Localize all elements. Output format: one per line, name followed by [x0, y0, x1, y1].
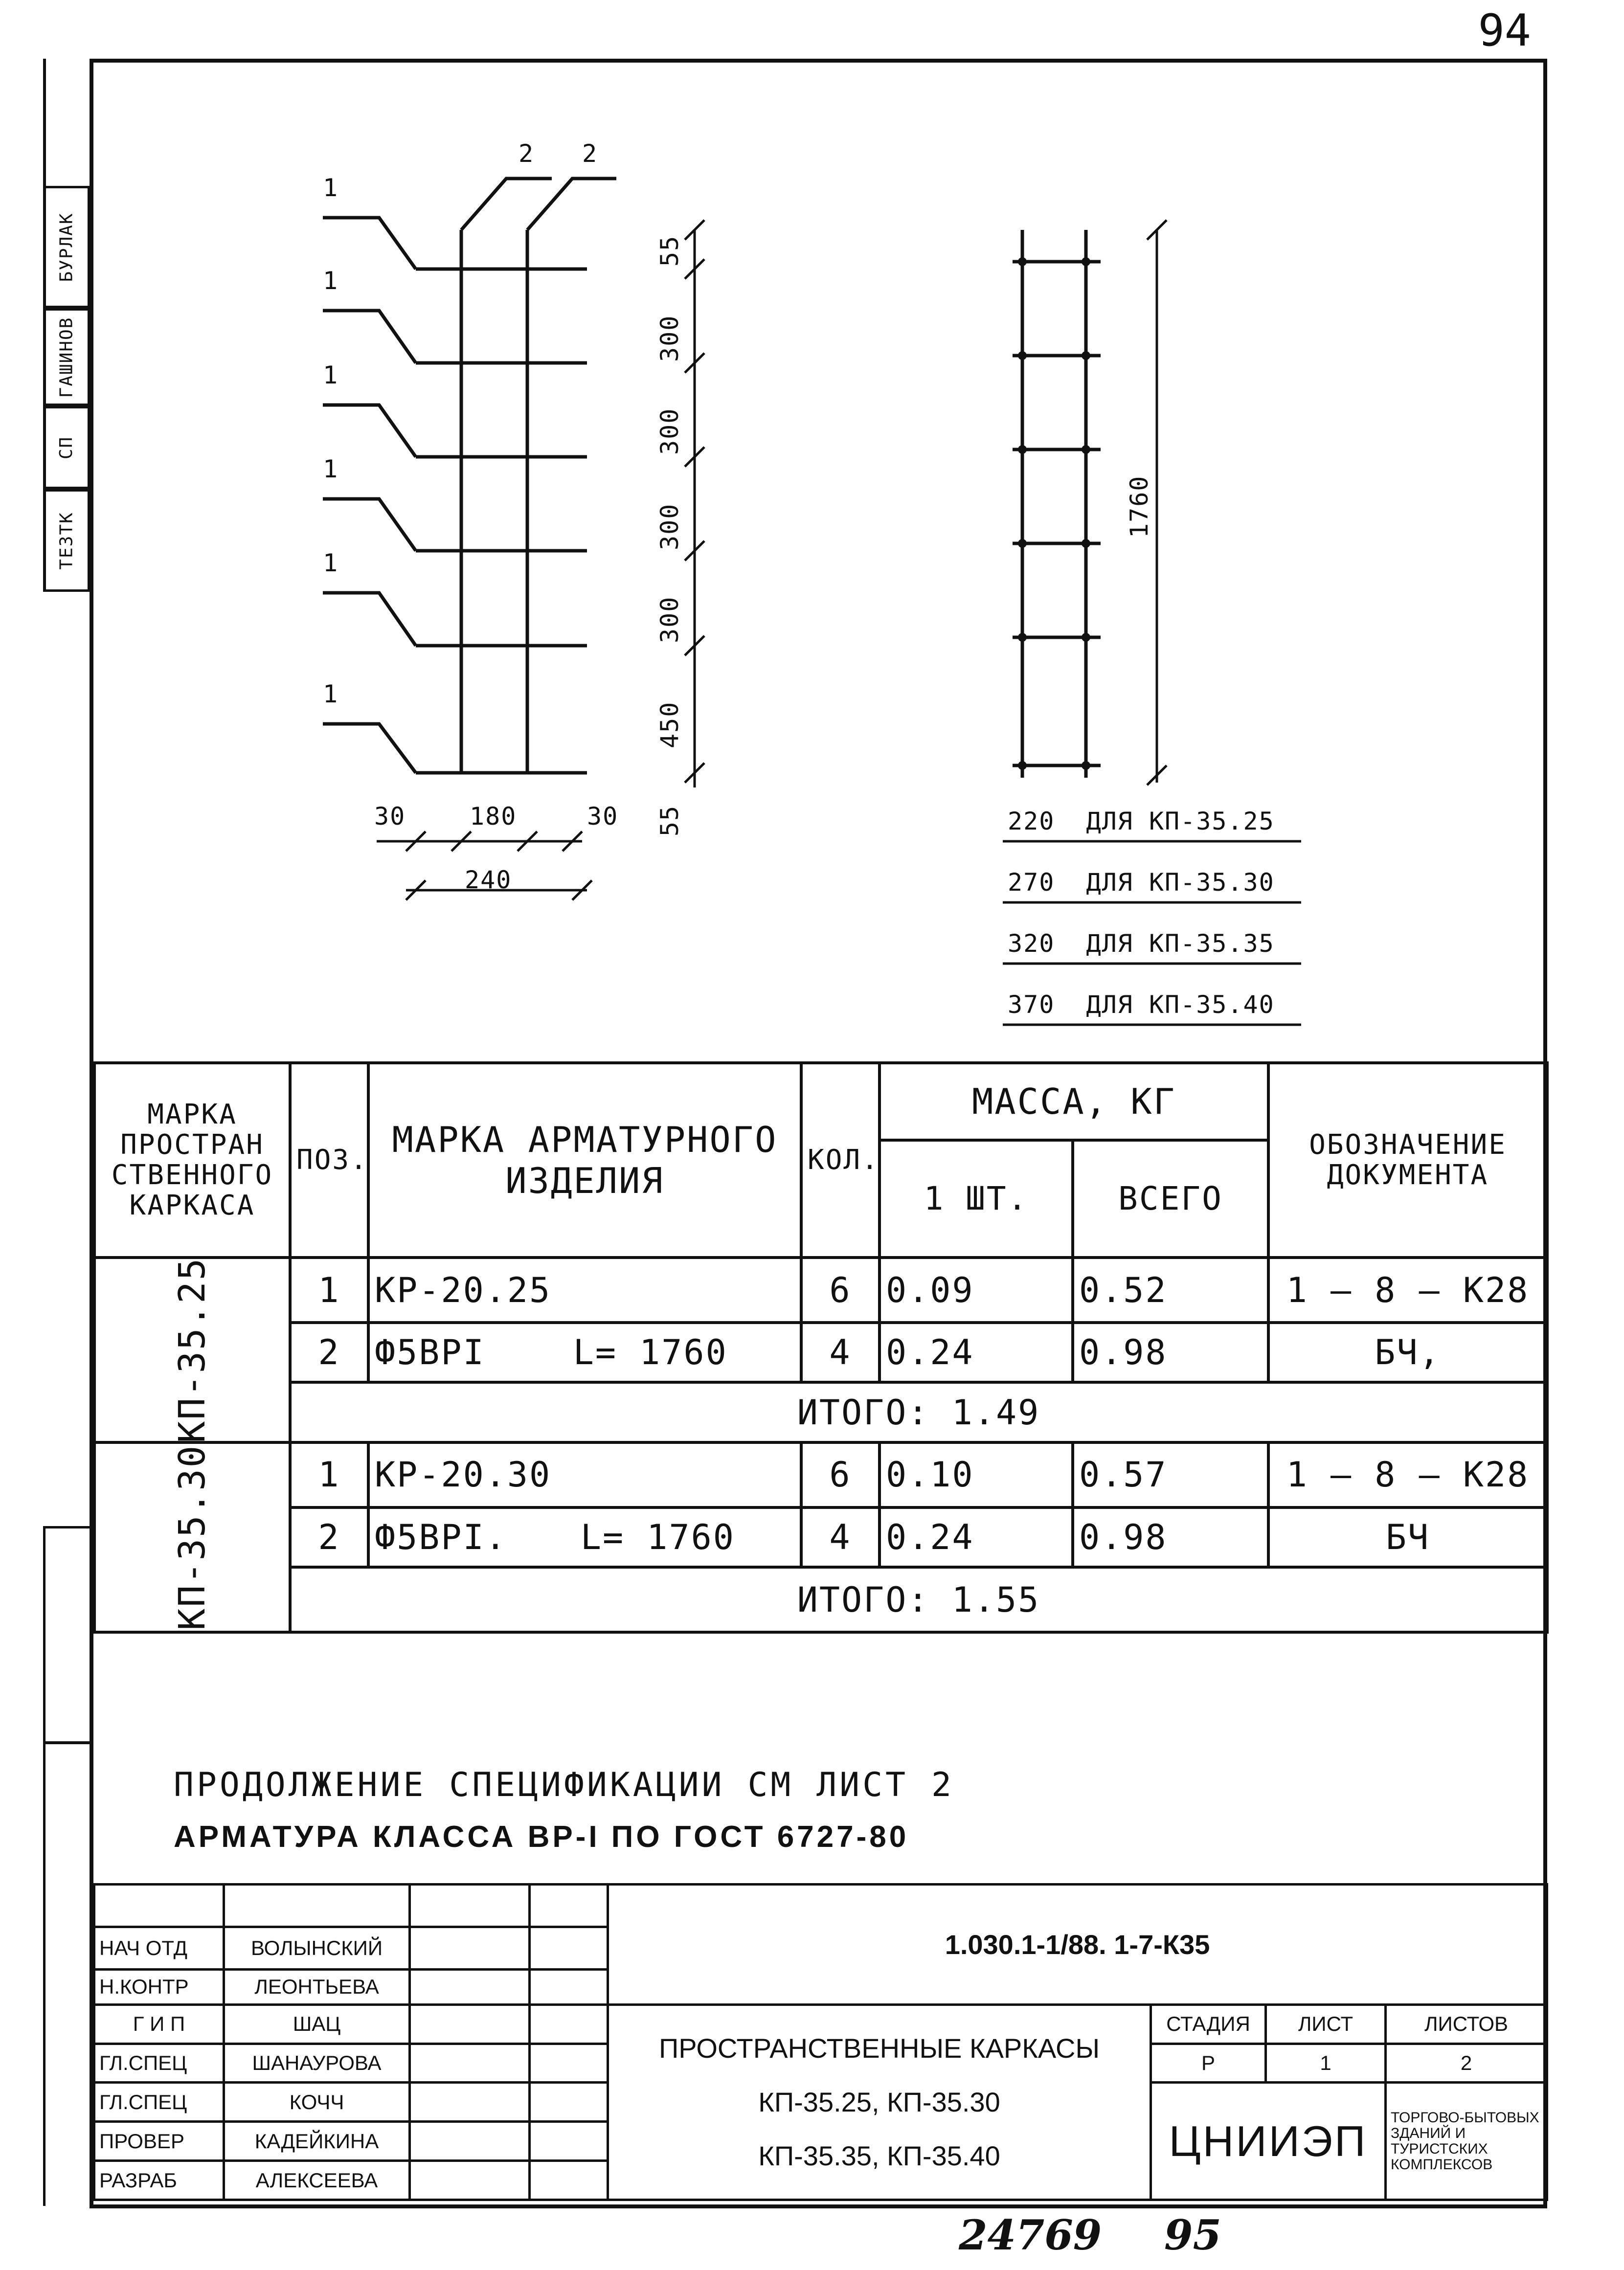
frame-mark-cell: КП-35.30: [94, 1442, 290, 1632]
name-cell: КАДЕЙКИНА: [224, 2122, 410, 2161]
qty-cell: 4: [801, 1507, 880, 1568]
signature-cell: [410, 2004, 530, 2044]
stage-label: СТАДИЯ: [1151, 2004, 1266, 2044]
vdim-300-d: 300: [655, 596, 684, 643]
header-mass-total: ВСЕГО: [1073, 1140, 1268, 1258]
mass-total-cell: 0.52: [1073, 1258, 1268, 1323]
mass-one-cell: 0.09: [880, 1258, 1073, 1323]
name-cell: КОЧЧ: [224, 2083, 410, 2122]
frame-mark-cell: КП-35.25: [94, 1258, 290, 1442]
role-cell: Г И П: [94, 2004, 224, 2044]
vdim-300-c: 300: [655, 503, 684, 550]
signature-cell: [410, 2161, 530, 2200]
title-block: [93, 1883, 1548, 2201]
item-cell: КР-20.30: [368, 1442, 801, 1507]
header-mass-one: 1 ШТ.: [880, 1140, 1073, 1258]
pos-label-1e: 1: [323, 549, 339, 577]
signature-cell: [410, 2083, 530, 2122]
doc-cell: 1 – 8 — К28: [1268, 1258, 1547, 1323]
name-cell: ВОЛЫНСКИЙ: [224, 1927, 410, 1970]
pos-cell: 2: [290, 1507, 368, 1568]
vdim-55-bottom: 55: [655, 805, 684, 836]
table-row: [94, 1258, 1547, 1323]
drawing-right: [988, 210, 1208, 807]
sheets-label: ЛИСТОВ: [1386, 2004, 1547, 2044]
role-cell: НАЧ ОТД: [94, 1927, 224, 1970]
width-variant-3: 320 ДЛЯ КП-35.35: [1008, 929, 1275, 958]
side-stamp-sp: СП: [43, 406, 90, 489]
qty-cell: 4: [801, 1323, 880, 1383]
table-row: [94, 1442, 1547, 1507]
mass-total-cell: 0.57: [1073, 1442, 1268, 1507]
signature-cell: [410, 1970, 530, 2005]
note-rebar-class: АРМАТУРА КЛАССА ВР-I ПО ГОСТ 6727-80: [174, 1820, 909, 1854]
table-row: [94, 1323, 1547, 1383]
total-cell: ИТОГО: 1.55: [290, 1567, 1547, 1632]
pos-label-1a: 1: [323, 174, 339, 202]
pos-label-1c: 1: [323, 361, 339, 389]
header-mass: МАССА, КГ: [880, 1063, 1268, 1140]
qty-cell: 6: [801, 1442, 880, 1507]
doc-code: 1.030.1-1/88. 1-7-К35: [608, 1885, 1547, 2005]
signature-cell: [410, 1927, 530, 1970]
pos-label-2a: 2: [519, 139, 535, 168]
item-cell: Ф5ВРI. L= 1760: [368, 1507, 801, 1568]
header-doc: ОБОЗНАЧЕНИЕ ДОКУМЕНТА: [1268, 1063, 1547, 1258]
mass-one-cell: 0.24: [880, 1323, 1073, 1383]
header-qty: КОЛ.: [801, 1063, 880, 1258]
name-cell: ЛЕОНТЬЕВА: [224, 1970, 410, 2005]
sheet-value: 1: [1266, 2044, 1386, 2083]
vdim-300-b: 300: [655, 407, 684, 455]
pos-label-1f: 1: [323, 680, 339, 708]
hdim-30-right: 30: [587, 802, 619, 831]
header-frame-mark: МАРКА ПРОСТРАН СТВЕННОГО КАРКАСА: [94, 1063, 290, 1258]
name-cell: ШАНАУРОВА: [224, 2044, 410, 2083]
width-variant-2: 270 ДЛЯ КП-35.30: [1008, 868, 1275, 897]
mass-one-cell: 0.10: [880, 1442, 1073, 1507]
role-cell: Н.КОНТР: [94, 1970, 224, 2005]
doc-cell: 1 – 8 — К28: [1268, 1442, 1547, 1507]
role-cell: РАЗРАБ: [94, 2161, 224, 2200]
mass-one-cell: 0.24: [880, 1507, 1073, 1568]
pos-cell: 1: [290, 1442, 368, 1507]
specification-table: [93, 1061, 1549, 1634]
header-row: [94, 1063, 1547, 1140]
table-row: [94, 1507, 1547, 1568]
pos-cell: 1: [290, 1258, 368, 1323]
side-stamp-burlak: БУРЛАК: [43, 186, 90, 308]
total-row: [94, 1382, 1547, 1442]
signature-cell: [410, 2044, 530, 2083]
note-continuation: ПРОДОЛЖЕНИЕ СПЕЦИФИКАЦИИ СМ ЛИСТ 2: [174, 1766, 954, 1804]
item-cell: Ф5ВРI L= 1760: [368, 1323, 801, 1383]
pos-label-1d: 1: [323, 455, 339, 483]
footer-number: 24769: [959, 2211, 1102, 2259]
sheet-label: ЛИСТ: [1266, 2004, 1386, 2044]
side-stamp-gashinov: ГАШИНОВ: [43, 308, 90, 406]
page-number: 94: [1478, 5, 1531, 56]
drawing-title: ПРОСТРАНСТВЕННЫЕ КАРКАСЫ КП-35.25, КП-35.30 КП-35.35, КП-35.40: [608, 2004, 1151, 2200]
sheets-value: 2: [1386, 2044, 1547, 2083]
item-cell: КР-20.25: [368, 1258, 801, 1323]
role-cell: ПРОВЕР: [94, 2122, 224, 2161]
header-pos: ПОЗ.: [290, 1063, 368, 1258]
doc-cell: БЧ: [1268, 1507, 1547, 1568]
total-cell: ИТОГО: 1.49: [290, 1382, 1547, 1442]
margin-mark: [43, 1526, 90, 2206]
vdim-55-top: 55: [655, 235, 684, 267]
footer-page: 95: [1164, 2211, 1221, 2259]
mass-total-cell: 0.98: [1073, 1323, 1268, 1383]
role-cell: ГЛ.СПЕЦ: [94, 2044, 224, 2083]
hdim-180: 180: [470, 802, 517, 831]
org-subtitle: ТОРГОВО-БЫТОВЫХ ЗДАНИЙ И ТУРИСТСКИХ КОМПЛЕКСОВ: [1386, 2083, 1547, 2200]
pos-label-1b: 1: [323, 267, 339, 295]
vdim-300-a: 300: [655, 315, 684, 362]
name-cell: АЛЕКСЕЕВА: [224, 2161, 410, 2200]
mass-total-cell: 0.98: [1073, 1507, 1268, 1568]
name-cell: ШАЦ: [224, 2004, 410, 2044]
margin-mark-line: [43, 1741, 90, 1744]
pos-cell: 2: [290, 1323, 368, 1383]
hdim-30-left: 30: [374, 802, 406, 831]
vdim-1760: 1760: [1125, 475, 1153, 538]
header-item-mark: МАРКА АРМАТУРНОГО ИЗДЕЛИЯ: [368, 1063, 801, 1258]
doc-cell: БЧ,: [1268, 1323, 1547, 1383]
width-variant-4: 370 ДЛЯ КП-35.40: [1008, 990, 1275, 1019]
pos-label-2b: 2: [582, 139, 598, 168]
stage-value: Р: [1151, 2044, 1266, 2083]
role-cell: ГЛ.СПЕЦ: [94, 2083, 224, 2122]
org-name: ЦНИИЭП: [1151, 2083, 1386, 2200]
signature-cell: [410, 2122, 530, 2161]
width-variant-1: 220 ДЛЯ КП-35.25: [1008, 807, 1275, 835]
qty-cell: 6: [801, 1258, 880, 1323]
hdim-240: 240: [465, 866, 512, 894]
side-stamp-teztk: ТЕЗТК: [43, 489, 90, 592]
total-row: [94, 1567, 1547, 1632]
vdim-450: 450: [655, 701, 684, 748]
